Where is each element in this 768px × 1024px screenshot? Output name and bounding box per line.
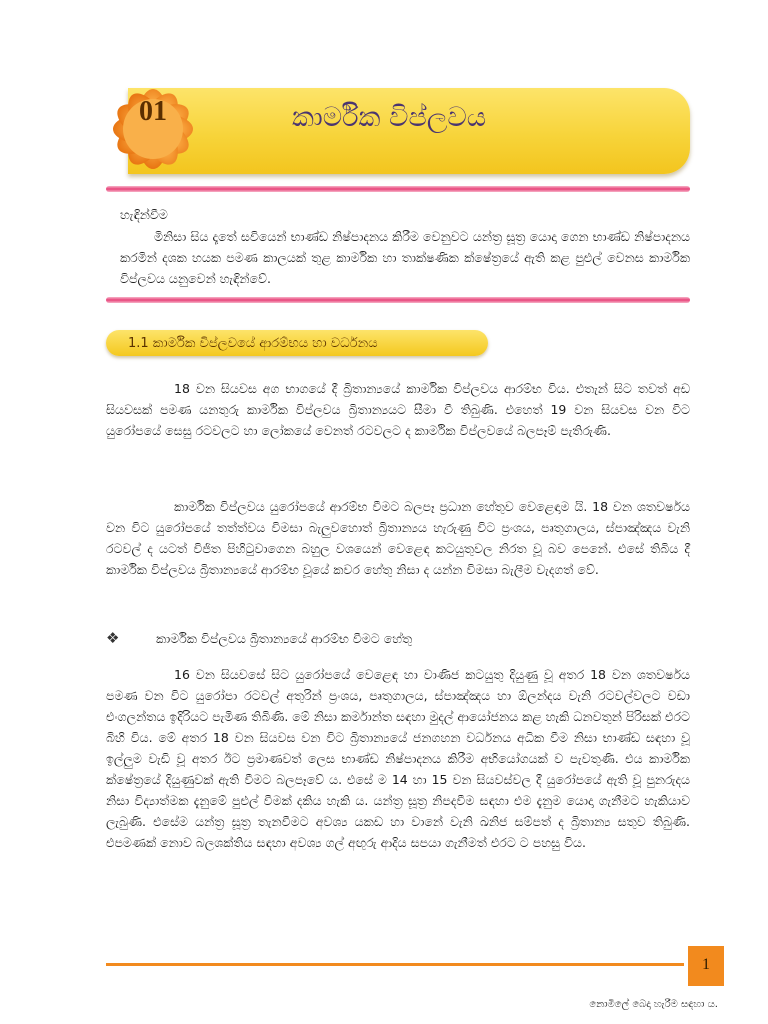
paragraph-2: කාර්මික විප්ලවය යුරෝපයේ ආරම්භ වීමට බලපෑ ප්‍රධාන හේතුව වෙළෙඳාම යි. 18 වන ශතවර්ෂය වන විට යුරෝපයේ තත්ත්වය විමසා බැලුවහොත් බ්‍රිතාන්‍යය හැරුණු විට ප්‍රංශය, පෘතුගාලය, ස්පාඤ්ඤය වැනි රටවල් ද යටත් විජිත පිහිටුවාගෙන බහුල වශයෙන් වෙළෙඳ කටයුතුවල නිරත වූ බව පෙනේ. එසේ තිබිය දී කාර්මික විප්ලවය බ්‍රිතාන්‍යයේ ආරම්භ වූයේ කවර හේතු නිසා ද යන්න විමසා බැලීම වැදගත් වේ.: [106, 499, 690, 577]
section-title: 1.1 කාර්මික විප්ලවයේ ආරම්භය හා වර්ධනය: [128, 336, 378, 351]
intro-bottom-rule: [106, 297, 690, 303]
paragraph-1: 18 වන සියවස අග භාගයේ දී බ්‍රිතාන්‍යයේ කාර්මික විප්ලවය ආරම්භ විය. එතැන් සිට තවත් අඩ සියවසක් පමණ යනතුරු කාර්මික විප්ලවය බ්‍රිතාන්‍යයට සීමා වී තිබුණි. එහෙත් 19 වන සියවස වන විට යුරෝපයේ සෙසු රටවලට හා ලෝකයේ වෙනත් රටවලට ද කාර්මික විප්ලවයේ බලපෑම් පැතිරුණි.: [106, 381, 690, 438]
flower-badge-icon: [92, 68, 214, 190]
intro-body: මිනිසා සිය දෑතේ සවියෙන් භාණ්ඩ නිෂ්පාදනය කිරීම වෙනුවට යන්ත්‍ර සූත්‍ර යොදා ගෙන භාණ්ඩ නිෂ්පාදනය කරමින් දශක හයක පමණ කාලයක් තුළ කාර්මික හා තාක්ෂණික ක්ෂේත්‍රයේ ඇති කළ පුළුල් වෙනස කාර්මික විප්ලවය යනුවෙන් හැඳින්වේ.: [120, 229, 690, 286]
intro-top-rule: [106, 186, 690, 192]
chapter-title: කාර්මික විප්ලවය: [292, 102, 487, 133]
bullet-heading: කාර්මික විප්ලවය බ්‍රිතාන්‍යයේ ආරම්භ වීමට හේතු: [156, 631, 413, 646]
intro-label: හැඳින්වීම: [120, 207, 168, 222]
flower-badge-shape: [92, 68, 214, 190]
four-diamond-icon: ❖: [106, 629, 120, 647]
footer-note: නොමිලේ බෙදා හැරීම සඳහා ය.: [589, 999, 718, 1010]
footer-rule: [106, 963, 684, 966]
chapter-number: 01: [139, 96, 167, 127]
page-number: 1: [702, 956, 710, 973]
causes-paragraph: 16 වන සියවසේ සිට යුරෝපයේ වෙළෙඳ හා වාණිජ කටයුතු දියුණු වූ අතර 18 වන ශතවර්ෂය පමණ වන විට යුරෝපා රටවල් අතුරින් ප්‍රංශය, පෘතුගාලය, ස්පාඤ්ඤය හා ඕලන්දය වැනි රටවල්වලට වඩා එංගලන්තය ඉදිරියට පැමිණ තිබිණි. මේ නිසා කර්මාන්ත සඳහා මුදල් ආයෝජනය කළ හැකි ධනවතුන් පිරිසක් එරට බිහි විය. මේ අතර 18 වන සියවස වන විට බ්‍රිතාන්‍යයේ ජනගහන වර්ධනය අධික වීම නිසා භාණ්ඩ සඳහා වූ ඉල්ලුම වැඩි වූ අතර ඊට ප්‍රමාණවත් ලෙස භාණ්ඩ නිෂ්පාදනය කිරීම අභියෝගයක් ව පැවතුණි. එය කාර්මික ක්ෂේත්‍රයේ දියුණුවක් ඇති වීමට බලපෑවේ ය. එසේ ම 14 හා 15 වන සියවස්වල දී යුරෝපයේ ඇති වූ පුනරුදය නිසා විද්‍යාත්මක දැනුමේ පුළුල් වීමක් දකිය හැකි ය. යන්ත්‍ර සූත්‍ර නිපදවීම සඳහා එම දැනුම යොදා ගැනීමට හැකියාව ලැබුණි. එසේම යන්ත්‍ර සූත්‍ර තැනවීමට අවශ්‍ය යකඩ හා වානේ වැනි ඛනිජ සම්පත් ද බ්‍රිතාන්‍ය සතුව තිබුණි. එපමණක් නොව බලශක්තිය සඳහා අවශ්‍ය ගල් අඟුරු ආදිය සපයා ගැනීමත් එරට ට පහසු විය.: [106, 667, 690, 850]
